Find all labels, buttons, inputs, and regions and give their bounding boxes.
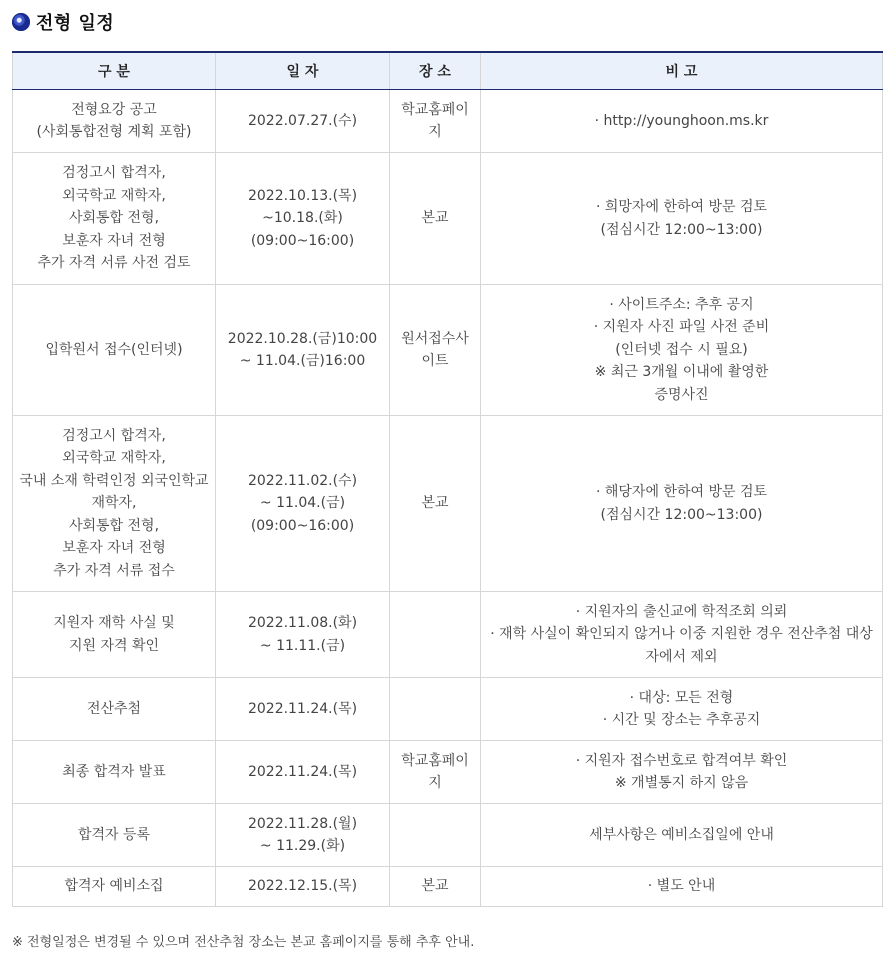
header-row [13, 52, 883, 90]
schedule-table [12, 51, 883, 907]
cell-line: 세부사항은 예비소집일에 안내 [589, 826, 774, 843]
cell-line: 2022.11.02.(수) [247, 472, 358, 489]
cell-line: 지원자 재학 사실 및 [53, 615, 175, 631]
cell-place [390, 867, 481, 907]
cell-line: (09:00~16:00) [250, 517, 355, 534]
cell-line: ~ 11.11.(금) [259, 637, 346, 654]
cell-line: (점심시간 12:00~13:00) [600, 221, 763, 238]
cell-line: ※ 최근 3개월 이내에 촬영한 [594, 364, 769, 381]
cell-date [216, 416, 390, 592]
cell-note [481, 592, 883, 678]
cell-line: · 시간 및 장소는 추후공지 [602, 712, 761, 728]
column-header-place: 장 소 [390, 52, 481, 90]
cell-note [481, 90, 883, 153]
cell-note [481, 804, 883, 867]
cell-line: · 재학 사실이 확인되지 않거나 이중 지원한 경우 전산추첨 대상 [490, 626, 873, 643]
cell-line: 2022.10.13.(목) [247, 187, 358, 204]
cell-line: ~ 11.04.(금)16:00 [239, 353, 366, 369]
cell-line: ~ 11.04.(금) [259, 495, 346, 512]
cell-line: 합격자 등록 [77, 826, 151, 843]
cell-line: 자에서 제외 [645, 648, 718, 665]
column-header-note: 비 고 [481, 52, 883, 90]
cell-line: ~ 11.29.(화) [259, 838, 346, 854]
table-row [13, 867, 883, 907]
cell-line: 학교홈페이 [401, 752, 469, 769]
cell-line: 외국학교 재학자, [62, 450, 166, 467]
cell-line: 합격자 예비소집 [64, 878, 164, 895]
cell-line: ※ 개별통지 하지 않음 [614, 775, 749, 791]
cell-line: · http://younghoon.ms.kr [594, 112, 769, 129]
cell-line: · 지원자 사진 파일 사전 준비 [593, 319, 770, 336]
cell-line: 검정고시 합격자, [62, 165, 166, 182]
cell-line: 추가 자격 서류 사전 검토 [37, 255, 191, 272]
table-row [13, 90, 883, 153]
table-row [13, 741, 883, 804]
cell-date [216, 741, 390, 804]
cell-note [481, 285, 883, 416]
cell-line: 본교 [421, 210, 449, 227]
table-row [13, 153, 883, 285]
cell-line: 2022.11.28.(월) [247, 815, 358, 832]
cell-line: 재학자, [91, 495, 137, 512]
cell-line: 보훈자 자녀 전형 [62, 232, 166, 249]
cell-place [390, 416, 481, 592]
cell-line: · 지원자의 출신교에 학적조회 의뢰 [575, 603, 788, 620]
cell-note [481, 678, 883, 741]
column-header-category: 구 분 [13, 52, 216, 90]
cell-line: 2022.10.28.(금)10:00 [227, 330, 378, 347]
cell-line: · 지원자 접수번호로 합격여부 확인 [575, 752, 788, 769]
cell-date [216, 867, 390, 907]
cell-line: · 대상: 모든 전형 [629, 689, 734, 706]
cell-place [390, 90, 481, 153]
table-row [13, 804, 883, 867]
cell-line: 본교 [421, 495, 449, 512]
cell-line: 지 [428, 775, 442, 791]
cell-line: 2022.11.24.(목) [247, 700, 358, 717]
cell-line: 지원 자격 확인 [68, 637, 160, 654]
cell-line: 2022.12.15.(목) [247, 878, 358, 895]
cell-place [390, 678, 481, 741]
cell-category [13, 153, 216, 285]
cell-line: (점심시간 12:00~13:00) [600, 506, 763, 523]
cell-note [481, 741, 883, 804]
cell-line: 전산추첨 [86, 700, 142, 717]
column-header-date: 일 자 [216, 52, 390, 90]
cell-line: (인터넷 접수 시 필요) [615, 341, 748, 358]
cell-category [13, 804, 216, 867]
cell-note [481, 416, 883, 592]
cell-line: · 해당자에 한하여 방문 검토 [595, 484, 767, 500]
cell-category [13, 90, 216, 153]
cell-line: 2022.11.24.(목) [247, 763, 358, 780]
table-row [13, 592, 883, 678]
cell-place [390, 285, 481, 416]
cell-category [13, 867, 216, 907]
cell-line: 지 [428, 124, 442, 140]
cell-line: 사회통합 전형, [68, 210, 160, 227]
cell-line: · 사이트주소: 추후 공지 [609, 296, 754, 313]
cell-date [216, 153, 390, 285]
footnote: ※ 전형일정은 변경될 수 있으며 전산추첨 장소는 본교 홈페이지를 통해 추후 안내. [12, 935, 475, 950]
cell-category [13, 678, 216, 741]
cell-line: 원서접수사 [401, 330, 469, 347]
cell-line: 2022.07.27.(수) [247, 112, 358, 129]
cell-place [390, 592, 481, 678]
cell-line: 2022.11.08.(화) [247, 615, 358, 631]
cell-line: · 별도 안내 [647, 878, 716, 895]
cell-line: ~10.18.(화) [262, 210, 343, 227]
cell-date [216, 804, 390, 867]
cell-category [13, 416, 216, 592]
cell-line: (사회통합전형 계획 포함) [36, 124, 192, 140]
section-heading [12, 8, 114, 36]
cell-date [216, 90, 390, 153]
cell-category [13, 741, 216, 804]
cell-category [13, 592, 216, 678]
cell-line: 사회통합 전형, [68, 517, 160, 534]
cell-line: 본교 [421, 878, 449, 895]
cell-date [216, 285, 390, 416]
table-row [13, 678, 883, 741]
circle-bullet-icon [12, 13, 30, 31]
table-body [13, 90, 883, 907]
cell-line: (09:00~16:00) [250, 232, 355, 249]
cell-note [481, 153, 883, 285]
cell-date [216, 592, 390, 678]
cell-category [13, 285, 216, 416]
cell-line: 검정고시 합격자, [62, 427, 166, 444]
cell-line: 외국학교 재학자, [62, 187, 166, 204]
cell-line: 입학원서 접수(인터넷) [45, 341, 183, 358]
cell-line: 최종 합격자 발표 [62, 763, 166, 780]
cell-place [390, 153, 481, 285]
table-row [13, 285, 883, 416]
cell-line: · 희망자에 한하여 방문 검토 [595, 199, 767, 215]
cell-note [481, 867, 883, 907]
cell-line: 추가 자격 서류 접수 [53, 562, 175, 579]
cell-place [390, 804, 481, 867]
table-header [13, 52, 883, 90]
cell-date [216, 678, 390, 741]
page-title: 전형 일정 [36, 13, 115, 34]
cell-line: 증명사진 [654, 386, 709, 403]
cell-line: 국내 소재 학력인정 외국인학교 [19, 472, 209, 489]
cell-line: 전형요강 공고 [71, 101, 157, 118]
cell-line: 이트 [421, 353, 449, 369]
cell-place [390, 741, 481, 804]
cell-line: 보훈자 자녀 전형 [62, 540, 166, 557]
cell-line: 학교홈페이 [401, 101, 469, 118]
table-row [13, 416, 883, 592]
